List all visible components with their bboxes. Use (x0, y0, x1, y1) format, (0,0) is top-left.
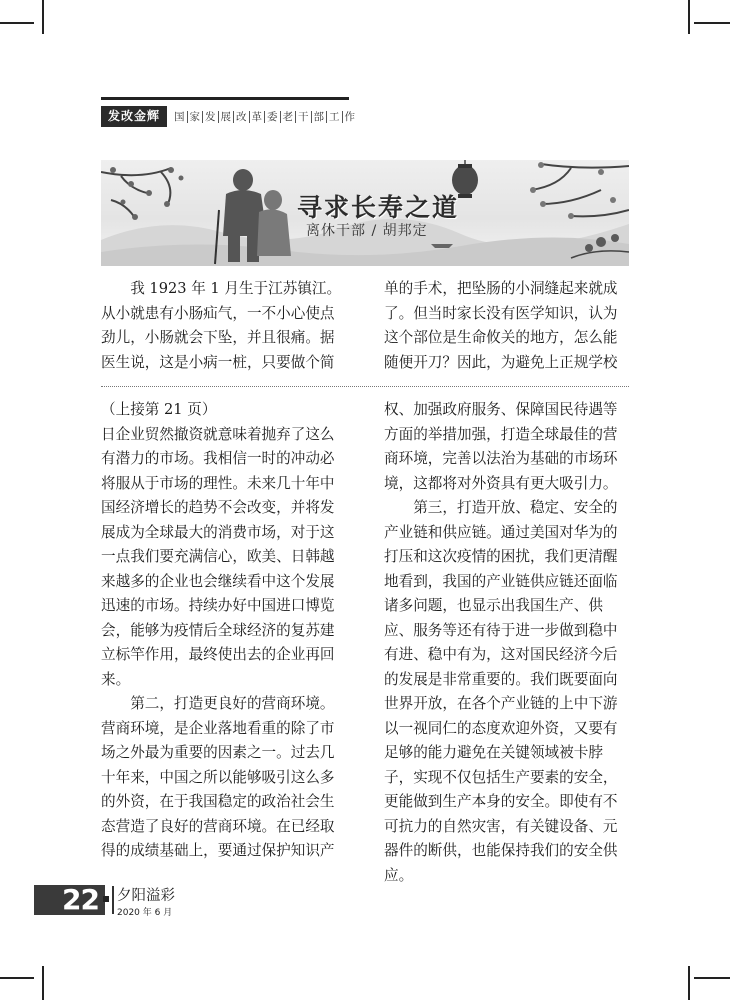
continued-column-left (101, 398, 349, 864)
breadcrumb-item: 展 (219, 111, 235, 123)
page-number-dot (103, 896, 109, 902)
continued-note: （上接第 21 页） (101, 401, 217, 418)
continued-column-right (384, 398, 632, 888)
article-column-right (384, 277, 632, 375)
crop-mark (42, 966, 44, 1000)
article-banner (101, 160, 629, 266)
article-paragraph: 第三，打造开放、稳定、安全的产业链和供应链。通过美国对华为的打压和这次疫情的困扰，我们更清醒地看到，我国的产业链供应链还面临诸多问题，也显示出我国生产、供应、服务等还有待于进一步做到稳中有进、稳中有为，这对国民经济今后的发展是非常重要的。我们既要面向世界开放，在各个产业链的上中下游以一视同仁的态度欢迎外资，又要有足够的能力避免在关键领域被卡脖子，实现不仅包括生产要素的安全，更能做到生产本身的安全。即使有不可抗力的自然灾害，有关键设备、元器件的断供，也能保持我们的安全供应。 (384, 499, 618, 884)
breadcrumb-item: 国 (172, 111, 188, 123)
magazine-name: 夕阳溢彩 (117, 888, 175, 904)
crop-mark (694, 977, 730, 979)
issue-date: 2020 年 6 月 (117, 908, 173, 918)
crop-mark (0, 22, 34, 24)
breadcrumb-item: 干 (296, 111, 312, 123)
article-column-left (101, 277, 349, 375)
breadcrumb-item: 改 (234, 111, 250, 123)
breadcrumb-item: 委 (265, 111, 281, 123)
article-paragraph: 单的手术，把坠肠的小洞缝起来就成了。但当时家长没有医学知识，认为这个部位是生命攸关的地方，怎么能随便开刀？因此，为避免上正规学校 (384, 280, 618, 371)
article-author: 离休干部 / 胡邦定 (306, 223, 428, 239)
crop-mark (0, 977, 34, 979)
breadcrumb-item: 工 (327, 111, 343, 123)
crop-mark (42, 0, 44, 34)
section-divider (101, 386, 629, 387)
breadcrumb-item: 家 (188, 111, 204, 123)
section-tag: 发改金辉 (101, 106, 167, 127)
article-title: 寻求长寿之道 (297, 193, 460, 222)
article-paragraph: 我 1923 年 1 月生于江苏镇江。从小就患有小肠疝气，一不小心使点劲儿，小肠就会下坠，并且很痛。据医生说，这是小病一桩，只要做个简 (101, 280, 342, 371)
article-paragraph: 日企业贸然撤资就意味着抛弃了这么有潜力的市场。我相信一时的冲动必将服从于市场的理性。未来几十年中国经济增长的趋势不会改变，并将发展成为全球最大的消费市场，对于这一点我们要充满信心，欧美、日韩越来越多的企业也会继续看中这个发展迅速的市场。持续办好中国进口博览会，能够为疫情后全球经济的复苏建立标竿作用，最终使出去的企业再回来。 (101, 425, 335, 688)
breadcrumb-item: 老 (281, 111, 297, 123)
footer-divider (112, 886, 114, 914)
page-number: 22 (62, 883, 99, 916)
breadcrumb-item: 部 (312, 111, 328, 123)
breadcrumb-item: 发 (203, 111, 219, 123)
crop-mark (688, 0, 690, 34)
breadcrumb-item: 革 (250, 111, 266, 123)
breadcrumb-item: 作 (344, 110, 355, 123)
crop-mark (694, 22, 730, 24)
header-rule (101, 97, 349, 100)
breadcrumb (172, 106, 357, 127)
article-paragraph: 第二，打造更良好的营商环境。营商环境，是企业落地看重的除了市场之外最为重要的因素之一。过去几十年来，中国之所以能够吸引这么多的外资，在于我国稳定的政治社会生态营造了良好的营商环境。在已经取得的成绩基础上，要通过保护知识产 (101, 695, 335, 859)
crop-mark (688, 966, 690, 1000)
article-paragraph: 权、加强政府服务、保障国民待遇等方面的举措加强，打造全球最佳的营商环境，完善以法治为基础的市场环境，这都将对外资具有更大吸引力。 (384, 401, 618, 492)
